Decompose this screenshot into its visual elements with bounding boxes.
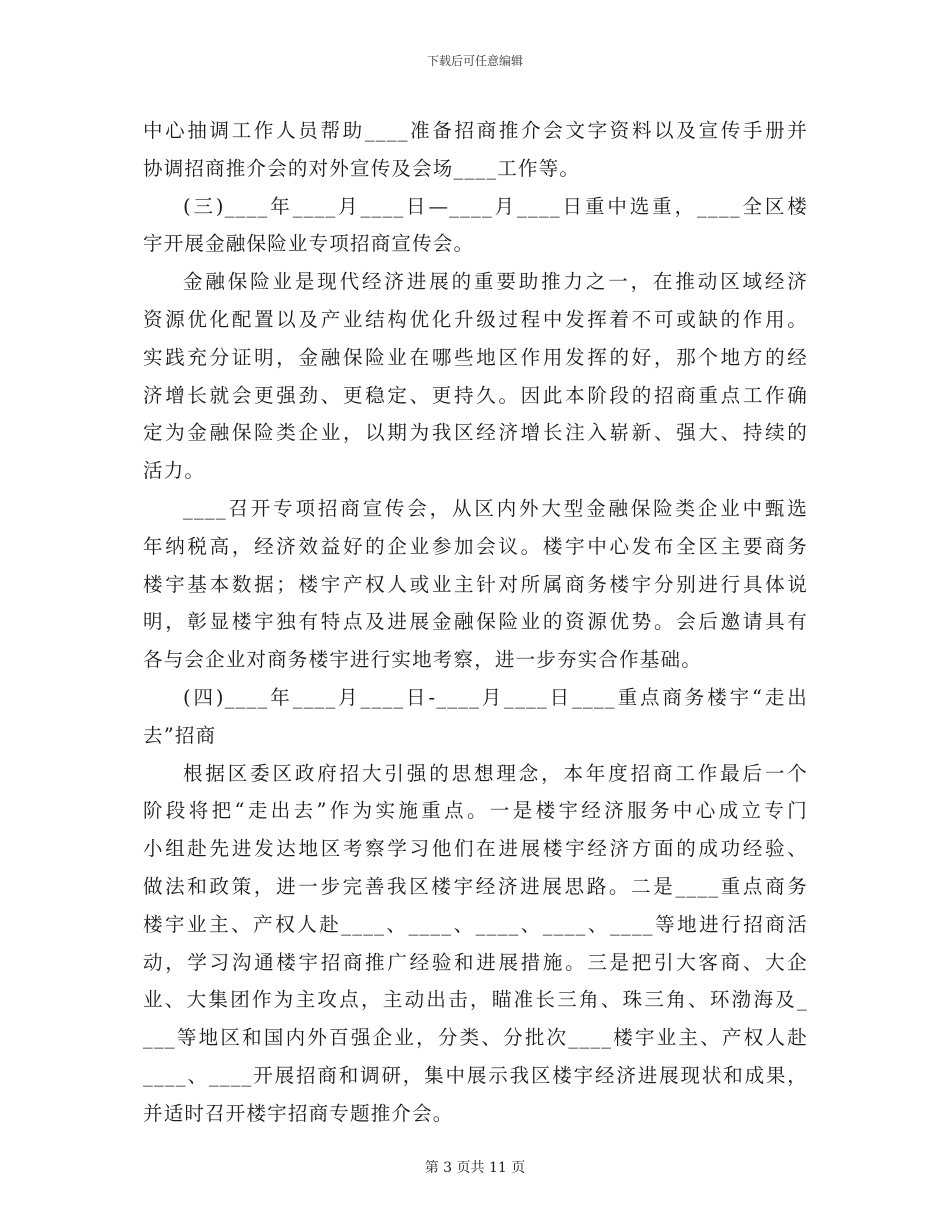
text-line: 济增长就会更强劲、更稳定、更持久。因此本阶段的招商重点工作确 <box>143 383 808 407</box>
text-line: 各与会企业对商务楼宇进行实地考察，进一步夯实合作基础。 <box>143 648 702 672</box>
text-line: 实践充分证明，金融保险业在哪些地区作用发挥的好，那个地方的经 <box>143 345 808 369</box>
text-line: 做法和政策，进一步完善我区楼宇经济进展思路。二是____重点商务 <box>143 874 808 898</box>
text-line: 业、大集团作为主攻点，主动出击，瞄准长三角、珠三角、环渤海及_ <box>143 988 808 1012</box>
document-body <box>143 112 808 1133</box>
text-line: 活力。 <box>143 459 206 483</box>
text-line: 楼宇基本数据；楼宇产权人或业主针对所属商务楼宇分别进行具体说 <box>143 572 808 596</box>
text-line: 资源优化配置以及产业结构优化升级过程中发挥着不可或缺的作用。 <box>143 307 808 331</box>
text-line: ___等地区和国内外百强企业，分类、分批次____楼宇业主、产权人赴 <box>143 1026 808 1050</box>
text-line: 动，学习沟通楼宇招商推广经验和进展措施。三是把引大客商、大企 <box>143 950 808 974</box>
text-line: 去”招商 <box>143 723 217 747</box>
text-line: 定为金融保险类企业，以期为我区经济增长注入崭新、强大、持续的 <box>143 421 808 445</box>
text-line: 协调招商推介会的对外宣传及会场____工作等。 <box>143 156 581 180</box>
text-line: 楼宇业主、产权人赴____、____、____、____、____等地进行招商活 <box>143 912 808 936</box>
section-heading-3: (三)____年____月____日—____月____日重中选重，____全区楼 <box>183 194 808 218</box>
text-line: 小组赴先进发达地区考察学习他们在进展楼宇经济方面的成功经验、 <box>143 837 808 861</box>
text-line: 中心抽调工作人员帮助____准备招商推介会文字资料以及宣传手册并 <box>143 119 808 142</box>
text-line: 阶段将把“走出去”作为实施重点。一是楼宇经济服务中心成立专门 <box>143 799 808 823</box>
text-line: 明，彰显楼宇独有特点及进展金融保险业的资源优势。会后邀请具有 <box>143 610 808 634</box>
text-line: 年纳税高，经济效益好的企业参加会议。楼宇中心发布全区主要商务 <box>143 534 808 558</box>
text-line: ____召开专项招商宣传会，从区内外大型金融保险类企业中甄选 <box>183 496 808 520</box>
text-line: 并适时召开楼宇招商专题推介会。 <box>143 1101 454 1125</box>
page-footer: 第 3 页共 11 页 <box>424 1160 526 1176</box>
text-line: 宇开展金融保险业专项招商宣传会。 <box>143 232 475 256</box>
section-heading-4: (四)____年____月____日-____月____日____重点商务楼宇“走出 <box>183 685 808 709</box>
text-line: 根据区委区政府招大引强的思想理念，本年度招商工作最后一个 <box>183 761 808 785</box>
text-line: ____、____开展招商和调研，集中展示我区楼宇经济进展现状和成果， <box>143 1063 808 1087</box>
page-header: 下载后可任意编辑 <box>426 54 523 68</box>
text-line: 金融保险业是现代经济进展的重要助推力之一，在推动区域经济 <box>183 270 808 294</box>
